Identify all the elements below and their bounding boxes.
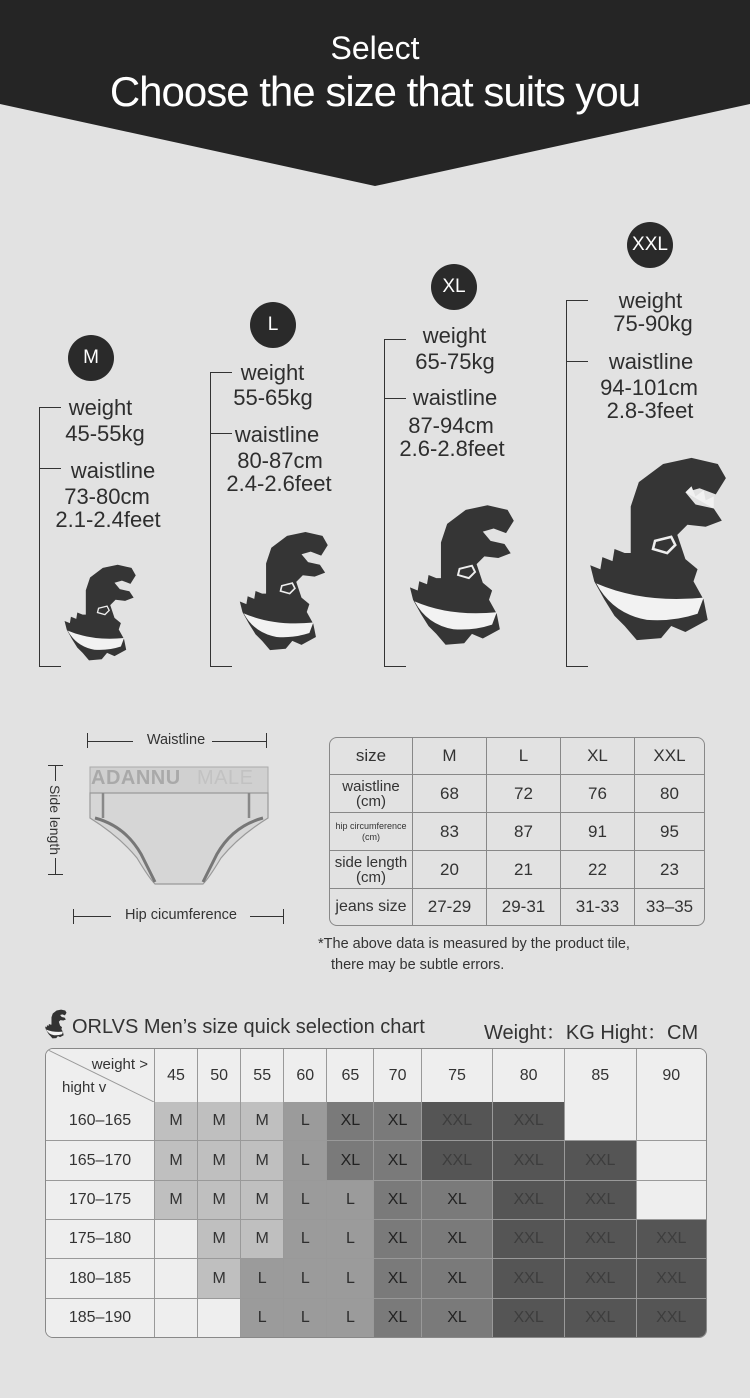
- table-header-cell: XXL: [635, 738, 704, 775]
- size-cell: XL: [327, 1141, 374, 1181]
- measure-line: [210, 372, 211, 667]
- size-cell: XXL: [565, 1259, 637, 1299]
- size-cell: L: [284, 1181, 327, 1220]
- table-cell: 29-31: [487, 889, 561, 925]
- measure-line: [55, 858, 56, 874]
- banner-title: Choose the size that suits you: [109, 68, 641, 115]
- weight-value: 75-90kg: [613, 311, 693, 336]
- table-cell: 87: [487, 813, 561, 851]
- quick-row: [46, 1141, 706, 1181]
- waist-cm: 94-101cm: [600, 375, 698, 400]
- size-cell: [637, 1181, 706, 1220]
- weight-label: weight: [68, 395, 133, 420]
- row-label-text: hip circumference: [335, 820, 407, 831]
- size-cell: XXL: [493, 1299, 565, 1337]
- table-cell: 95: [635, 813, 704, 851]
- table-cell: 27-29: [413, 889, 487, 925]
- table-cell: 22: [561, 851, 635, 889]
- size-cell: XL: [374, 1220, 421, 1259]
- table-cell: 68: [413, 775, 487, 813]
- size-cell: M: [155, 1181, 198, 1220]
- table-cell: 83: [413, 813, 487, 851]
- size-cell: XXL: [422, 1102, 494, 1141]
- size-cell: XL: [422, 1299, 494, 1337]
- size-cell: M: [241, 1181, 284, 1220]
- size-cell: XL: [374, 1181, 421, 1220]
- waist-cm: 73-80cm: [64, 484, 150, 509]
- size-cell: XL: [422, 1220, 494, 1259]
- size-cell: XXL: [493, 1259, 565, 1299]
- height-cell: 160–165: [46, 1102, 155, 1141]
- table-cell: 72: [487, 775, 561, 813]
- corner-weight-label: weight >: [91, 1056, 148, 1073]
- table-row: [330, 775, 704, 813]
- size-cell: [155, 1220, 198, 1259]
- row-label: jeans size: [330, 889, 413, 925]
- height-cell: 180–185: [46, 1259, 155, 1299]
- height-cell: 185–190: [46, 1299, 155, 1337]
- row-label: [330, 851, 413, 889]
- size-cell: L: [284, 1102, 327, 1141]
- row-label-unit: (cm): [356, 792, 386, 810]
- quick-row: [46, 1299, 706, 1337]
- size-badge: M: [68, 335, 114, 381]
- quick-chart-title: ORLVS Men’s size quick selection chart: [72, 1016, 425, 1038]
- measure-tick: [283, 909, 284, 924]
- size-cell: L: [327, 1181, 374, 1220]
- header-banner: [0, 0, 750, 190]
- size-cell: XL: [374, 1102, 421, 1141]
- table-row: [330, 889, 704, 925]
- table-cell: 33–35: [645, 897, 694, 916]
- table-cell: 76: [561, 775, 635, 813]
- quick-selection-table: [45, 1048, 707, 1338]
- size-cell: [155, 1259, 198, 1299]
- waist-feet: 2.1-2.4feet: [55, 507, 161, 532]
- quick-chart-units: Weight：KG Hight：CM: [484, 1022, 699, 1044]
- table-cell: 21: [487, 851, 561, 889]
- size-cell: [565, 1102, 637, 1141]
- row-label-unit: (cm): [356, 868, 386, 886]
- measure-line: [39, 407, 40, 667]
- table-header-cell: size: [330, 738, 413, 775]
- quick-row: [46, 1102, 706, 1141]
- size-cell: L: [241, 1299, 284, 1337]
- size-cell: M: [198, 1102, 241, 1141]
- size-badge: L: [250, 302, 296, 348]
- size-cell: XL: [374, 1299, 421, 1337]
- weight-header-cell: 85: [565, 1049, 637, 1102]
- row-label: [330, 813, 413, 851]
- hip-label: Hip cicumference: [124, 907, 237, 923]
- size-cell: M: [198, 1220, 241, 1259]
- size-cell: XL: [422, 1181, 494, 1220]
- size-cell: XXL: [493, 1102, 565, 1141]
- size-cell: M: [155, 1141, 198, 1181]
- size-cell: [198, 1299, 241, 1337]
- height-cell: 175–180: [46, 1220, 155, 1259]
- measure-line: [73, 916, 111, 917]
- size-cell: L: [327, 1259, 374, 1299]
- table-header-row: [330, 738, 704, 775]
- waist-cm: 80-87cm: [237, 448, 323, 473]
- size-cell: XXL: [493, 1220, 565, 1259]
- weight-label: weight: [422, 323, 487, 348]
- size-cell: XXL: [422, 1141, 494, 1181]
- quick-header-row: [46, 1049, 706, 1102]
- measure-line: [212, 741, 266, 742]
- weight-header-cell: 90: [637, 1049, 706, 1102]
- weight-label: weight: [240, 360, 305, 385]
- note-line-2: there may be subtle errors.: [331, 957, 505, 973]
- weight-header-cell: 70: [374, 1049, 421, 1102]
- size-cell: XXL: [637, 1220, 706, 1259]
- weight-header-cell: 65: [327, 1049, 374, 1102]
- waistline-label: Waistline: [146, 732, 206, 748]
- quick-row: [46, 1220, 706, 1259]
- size-cell: M: [241, 1141, 284, 1181]
- measure-line: [566, 300, 567, 667]
- measure-tick: [48, 874, 63, 875]
- size-cell: L: [284, 1141, 327, 1181]
- weight-label: weight: [618, 288, 683, 313]
- row-label: [330, 775, 413, 813]
- weight-header-cell: 55: [241, 1049, 284, 1102]
- row-label-unit: (cm): [362, 831, 380, 842]
- row-label-text: waistline: [342, 777, 400, 795]
- weight-value: 65-75kg: [415, 349, 495, 374]
- size-cell: [637, 1141, 706, 1181]
- size-cell: XXL: [493, 1141, 565, 1181]
- waist-feet: 2.6-2.8feet: [399, 436, 505, 461]
- size-cell: L: [241, 1259, 284, 1299]
- size-cell: XXL: [565, 1220, 637, 1259]
- size-cell: L: [284, 1220, 327, 1259]
- table-cell: 31-33: [561, 889, 635, 925]
- note-line-1: *The above data is measured by the product tile,: [318, 936, 630, 952]
- weight-header-cell: 60: [284, 1049, 327, 1102]
- measure-line: [250, 916, 283, 917]
- table-header-cell: L: [487, 738, 561, 775]
- measurement-note: [318, 934, 630, 976]
- size-cell: XXL: [493, 1181, 565, 1220]
- weight-header-cell: 45: [155, 1049, 198, 1102]
- dinosaur-icon: [55, 555, 140, 670]
- table-cell: 23: [635, 851, 704, 889]
- dinosaur-icon: [228, 513, 333, 669]
- measure-tick: [566, 361, 588, 362]
- waist-label: waistline: [412, 385, 498, 410]
- banner-subtitle: Select: [330, 30, 420, 66]
- waist-label: waistline: [234, 422, 320, 447]
- size-cell: XXL: [565, 1299, 637, 1337]
- waist-feet: 2.8-3feet: [606, 398, 694, 423]
- size-cell: L: [327, 1299, 374, 1337]
- weight-header-cell: 75: [422, 1049, 494, 1102]
- weight-header-cell: 50: [198, 1049, 241, 1102]
- size-badge: XL: [431, 264, 477, 310]
- size-cell: XL: [374, 1141, 421, 1181]
- size-cell: M: [241, 1102, 284, 1141]
- brand-logo-light: MALE: [197, 767, 254, 789]
- size-cell: XL: [374, 1259, 421, 1299]
- weight-value: 45-55kg: [65, 421, 145, 446]
- size-cell: XXL: [637, 1259, 706, 1299]
- size-cell: L: [327, 1220, 374, 1259]
- size-measurement-table: [329, 737, 705, 926]
- table-header-cell: XL: [561, 738, 635, 775]
- table-row: [330, 851, 704, 889]
- corner-height-label: hight v: [62, 1079, 107, 1096]
- quick-row: [46, 1181, 706, 1220]
- measure-line: [87, 741, 133, 742]
- measure-tick: [384, 339, 406, 340]
- size-cell: M: [198, 1141, 241, 1181]
- measure-tick: [266, 733, 267, 748]
- size-cell: M: [198, 1259, 241, 1299]
- size-cell: [637, 1102, 706, 1141]
- waist-feet: 2.4-2.6feet: [226, 471, 332, 496]
- size-cell: M: [198, 1181, 241, 1220]
- size-cell: L: [284, 1299, 327, 1337]
- size-badge: XXL: [627, 222, 673, 268]
- size-cell: XXL: [637, 1299, 706, 1337]
- table-cell: 80: [635, 775, 704, 813]
- quick-row: [46, 1259, 706, 1299]
- waist-cm: 87-94cm: [408, 413, 494, 438]
- size-cell: XL: [422, 1259, 494, 1299]
- waist-label: waistline: [70, 458, 156, 483]
- dinosaur-icon: [396, 481, 520, 669]
- height-cell: 170–175: [46, 1181, 155, 1220]
- row-label-text: side length: [334, 853, 408, 871]
- height-cell: 165–170: [46, 1141, 155, 1181]
- weight-header-cell: 80: [493, 1049, 565, 1102]
- dinosaur-icon: [42, 1008, 68, 1040]
- brand-logo-bold: ADANNU: [91, 767, 181, 789]
- size-cell: [155, 1299, 198, 1337]
- size-cell: XL: [327, 1102, 374, 1141]
- weight-value: 55-65kg: [233, 385, 313, 410]
- measure-tick: [566, 300, 588, 301]
- dinosaur-icon: [572, 428, 734, 670]
- table-row: [330, 813, 704, 851]
- table-cell: 91: [561, 813, 635, 851]
- size-cell: L: [284, 1259, 327, 1299]
- size-cell: XXL: [565, 1181, 637, 1220]
- size-cell: M: [241, 1220, 284, 1259]
- measure-line: [384, 339, 385, 667]
- side-length-label: Side length: [47, 784, 63, 856]
- measure-tick: [210, 372, 232, 373]
- size-cell: M: [155, 1102, 198, 1141]
- measure-line: [55, 765, 56, 781]
- table-header-cell: M: [413, 738, 487, 775]
- table-cell: 20: [413, 851, 487, 889]
- waist-label: waistline: [608, 349, 694, 374]
- corner-cell: [46, 1049, 155, 1102]
- size-cell: XXL: [565, 1141, 637, 1181]
